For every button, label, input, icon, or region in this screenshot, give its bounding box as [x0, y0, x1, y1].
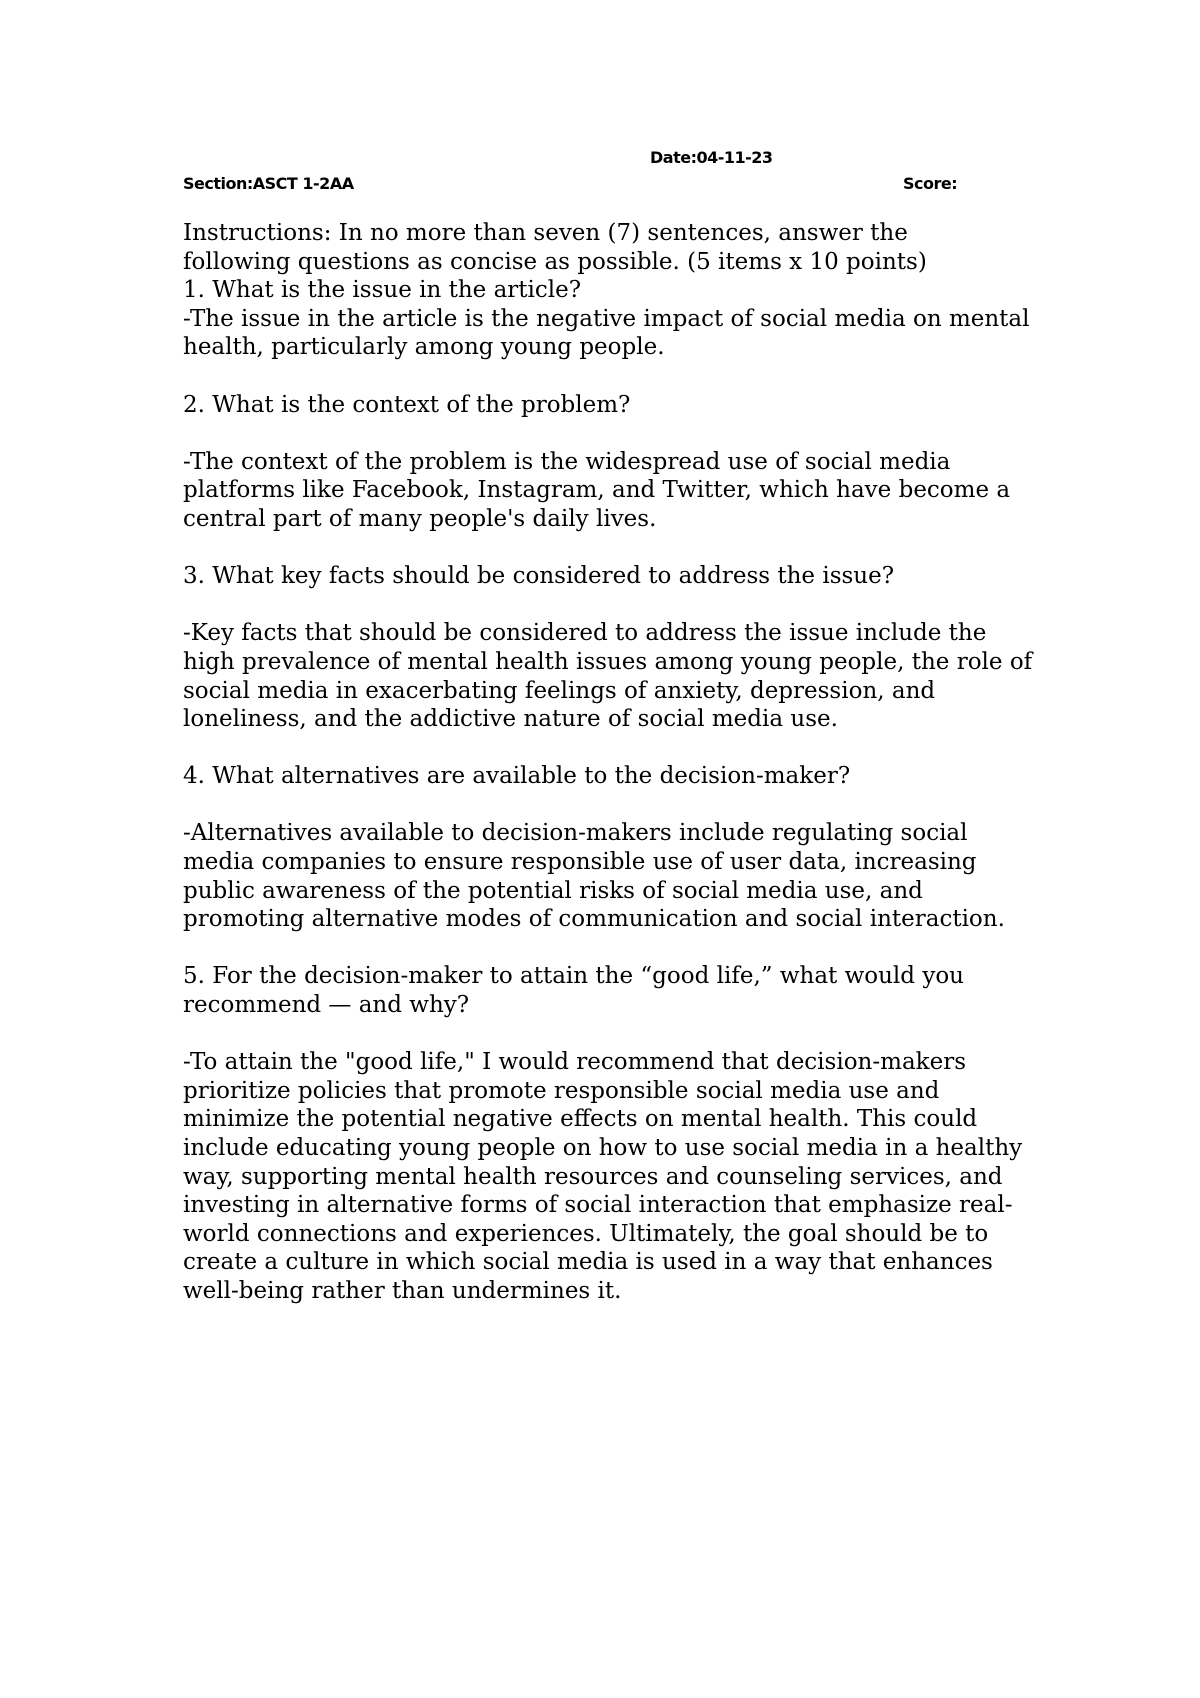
spacer — [183, 734, 1033, 763]
spacer — [183, 362, 1033, 391]
spacer — [183, 1020, 1033, 1049]
spacer — [183, 934, 1033, 963]
answer-5: -To attain the "good life," I would recommend that decision-makers prioritize policies that promote responsible social media use and minimize the potential negative effects on mental health. This could include educating young people on how to use social media in a healthy way, supporting mental health resources and counseling services, and investing in alternative forms of social interaction that emphasize real-world connections and experiences. Ultimately, the goal should be to create a culture in which social media is used in a way that enhances well-being rather than undermines it. — [183, 1049, 1023, 1304]
question-2: 2. What is the context of the problem? — [183, 391, 631, 418]
header-score: Score: — [903, 174, 958, 193]
spacer — [183, 591, 1033, 620]
answer-1: -The issue in the article is the negative impact of social media on mental health, particularly among young people. — [183, 305, 1030, 361]
document-body — [183, 219, 1033, 1306]
spacer — [183, 791, 1033, 820]
spacer — [183, 419, 1033, 448]
header-section: Section:ASCT 1-2AA — [183, 174, 354, 193]
instructions-line-2: following questions as concise as possible. (5 items x 10 points) — [183, 248, 927, 275]
question-1: 1. What is the issue in the article? — [183, 277, 582, 304]
question-4: 4. What alternatives are available to the decision-maker? — [183, 763, 851, 790]
spacer — [183, 534, 1033, 563]
instructions-line-1: Instructions: In no more than seven (7) sentences, answer the — [183, 220, 908, 246]
answer-4: -Alternatives available to decision-makers include regulating social media companies to ensure responsible use of user data, increasing public awareness of the potential risks of social media use, and promoting alternative modes of communication and social interaction. — [183, 820, 1005, 933]
answer-2: -The context of the problem is the widespread use of social media platforms like Facebook, Instagram, and Twitter, which have become a central part of many people's daily lives. — [183, 448, 1011, 532]
question-3: 3. What key facts should be considered to address the issue? — [183, 563, 895, 590]
header-date: Date:04-11-23 — [650, 148, 773, 167]
answer-3: -Key facts that should be considered to address the issue include the high prevalence of mental health issues among young people, the role of social media in exacerbating feelings of anxiety, depression, and loneliness, and the addictive nature of social media use. — [183, 620, 1033, 733]
question-5: 5. For the decision-maker to attain the “good life,” what would you recommend — and why? — [183, 963, 964, 1019]
